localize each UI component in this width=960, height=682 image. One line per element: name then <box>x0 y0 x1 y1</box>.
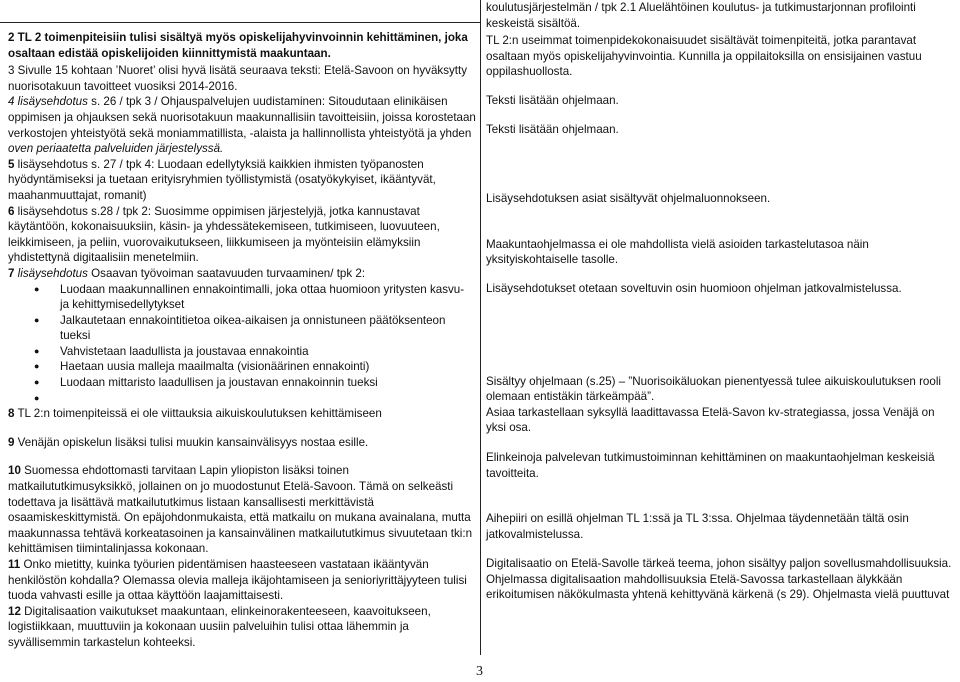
comment-9-number: 9 <box>8 435 15 449</box>
comment-11-number: 11 <box>8 558 21 571</box>
comment-10-body: Suomessa ehdottomasti tarvitaan Lapin yliopiston lisäksi toinen matkailututkimusyksikkö, jollainen on jo muodostunut Etelä-Savoon. Tämä on selkeästi todettava ja lisättävä matkailututkimus listaan kansallisesti merkittävistä osaamiskeskittymistä. On epäjohdonmukaista, että matkailu on mukana avainalana, mutta maakunnassa tehtävä korkeatasoinen ja kansainvälinen matkailututkimus sivuutetaan tki:n kehittämisen tiimintalinjassa kokonaan. <box>8 464 473 556</box>
comment-10-number: 10 <box>8 464 21 478</box>
bullet-item-empty <box>8 391 476 407</box>
response-11: Aihepiiri on esillä ohjelman TL 1:ssä ja TL 3:ssa. Ohjelmaa täydennetään tältä osin jatkovalmistelussa. <box>486 512 909 541</box>
spacer <box>8 422 476 435</box>
right-column <box>486 0 952 603</box>
response-9: Asiaa tarkastellaan syksyllä laadittavassa Etelä-Savon kv-strategiassa, jossa Venäjä on yksi osa. <box>486 405 935 435</box>
comment-11-body: Onko mietitty, kuinka työurien pidentämisen haasteeseen vastataan ikääntyvän henkilöstön kohdalla? Olemassa olevia malleja ikäjohtamiseen ja senioriyrittäjyyteen tulisi tuoda vahvasti esille ja ottaa käyttöön laajamittaisesti. <box>8 558 467 603</box>
column-divider <box>480 0 481 655</box>
response-10: Elinkeinoja palvelevan tutkimustoiminnan kehittäminen on maakuntaohjelman keskeisiä tavoitteita. <box>486 450 935 480</box>
comment-12 <box>8 604 476 651</box>
comment-8-body: TL 2:n toimenpiteissä ei ole viittauksia aikuiskoulutuksen kehittämiseen <box>14 407 382 421</box>
comment-6-number: 6 <box>8 204 15 218</box>
comment-9 <box>8 435 476 451</box>
table-top-border <box>0 22 480 23</box>
bullet-item: ● Haetaan uusia malleja maailmalta (visionäärinen ennakointi) <box>8 359 476 375</box>
bullet-item: ● Luodaan maakunnallinen ennakointimalli, joka ottaa huomioon yritysten kasvu- ja kehittymisedellytykset <box>8 282 476 313</box>
comment-7-heading: lisäysehdotus <box>14 266 88 280</box>
spacer <box>8 450 476 463</box>
comment-3-text: 3 Sivulle 15 kohtaan ’Nuoret’ olisi hyvä lisätä seuraava teksti: Etelä-Savoon on hyväksytty nuorisotakuun tavoitteet vuosiksi 2014-2016. <box>8 64 468 93</box>
comment-12-body: Digitalisaation vaikutukset maakuntaan, elinkeinorakenteeseen, kaavoitukseen, logistiikkaan, muuttuviin ja kokonaan uusiin palveluihin tulisi ottaa lähemmin ja syvällisemmin tarkastelun kohteeksi. <box>8 604 431 649</box>
response-4: Teksti lisätään ohjelmaan. <box>486 122 619 136</box>
comment-12-number: 12 <box>8 604 21 618</box>
comment-2-text: 2 TL 2 toimenpiteisiin tulisi sisältyä myös opiskelijahyvinvoinnin kehittäminen, joka osaltaan edistää opiskelijoiden kiinnittymistä maakuntaan. <box>8 31 468 60</box>
bullet-item: ● Luodaan mittaristo laadullisen ja joustavan ennakoinnin tueksi <box>8 375 476 391</box>
left-column <box>8 30 476 651</box>
comment-3 <box>8 63 476 94</box>
comment-4-body: s. 26 / tpk 3 / Ohjauspalvelujen uudistaminen: Sitoudutaan elinikäisen oppimisen ja ohjauksen sekä nuorisotakuun maakunnallisiin tavoitteisiin, joissa korostetaan verkostojen yhteistyötä sekä moniammatillista, -alaista ja hallinnollista yhteistyötä ja yhden <box>8 95 476 140</box>
comment-9-body: Venäjän opiskelun lisäksi tulisi muukin kansainvälisyys nostaa esille. <box>14 435 369 449</box>
comment-4 <box>8 94 476 156</box>
comment-6-body: lisäysehdotus s.28 / tpk 2: Suosimme oppimisen järjestelyjä, jotka kannustavat käytäntöön, kokonaisuuksiin, käsin- ja yhdessätekemiseen, tutkimiseen, luovuuteen, leikkimiseen, ja peliin, vuorovaikutukseen, liikkumiseen ja myönteisiin elämyksiin yhdistettynä digitaalisiin menetelmiin. <box>8 204 440 265</box>
comment-4-italic: oven periaatetta palveluiden järjestelyssä. <box>8 142 224 156</box>
comment-7-body: Osaavan työvoiman saatavuuden turvaaminen/ tpk 2: <box>87 266 366 280</box>
comment-8 <box>8 406 476 422</box>
comment-7-bullet-list <box>8 282 476 407</box>
comment-5 <box>8 157 476 204</box>
comment-4-heading: 4 lisäysehdotus <box>8 95 88 109</box>
comment-10 <box>8 463 476 557</box>
response-6: Maakuntaohjelmassa ei ole mahdollista vielä asioiden tarkastelutasoa näin yksityiskohtaiselle tasolle. <box>486 237 869 267</box>
response-1: koulutusjärjestelmän / tpk 2.1 Aluelähtöinen koulutus- ja tutkimustarjonnan profilointi keskeistä sisältöä. <box>486 1 916 30</box>
comment-6 <box>8 204 476 266</box>
bullet-item: ● Jalkautetaan ennakointitietoa oikea-aikaisen ja onnistuneen päätöksenteon tueksi <box>8 313 476 344</box>
response-12: Digitalisaatio on Etelä-Savolle tärkeä teema, johon sisältyy paljon sovellusmahdollisuuksia. Ohjelmassa digitalisaation mahdollisuuksia Etelä-Savossa tarkastellaan älykkään erikoitumisen näkökulmasta yhtenä kehittyvänä kärkenä (s 29). Ohjelmasta vielä puuttuvat <box>486 557 952 602</box>
bullet-item: ● Vahvistetaan laadullista ja joustavaa ennakointia <box>8 344 476 360</box>
comment-7-number: 7 <box>8 266 15 280</box>
comment-5-number: 5 <box>8 157 15 171</box>
comment-2 <box>8 30 476 61</box>
response-8: Sisältyy ohjelmaan (s.25) – ”Nuorisoikäluokan pienentyessä tulee aikuiskoulutuksen rooli olemaan entistäkin tärkeämpää”. <box>486 374 941 404</box>
response-2: TL 2:n useimmat toimenpidekokonaisuudet sisältävät toimenpiteitä, jotka parantavat osaltaan myös opiskelijahyvinvointia. Kunnilla ja oppilaitoksilla on ensisijainen vastuu oppilashuollosta. <box>486 34 922 79</box>
comment-11 <box>8 557 476 604</box>
comment-7 <box>8 266 476 282</box>
comment-8-number: 8 <box>8 407 15 421</box>
response-5: Lisäysehdotuksen asiat sisältyvät ohjelmaluonnokseen. <box>486 192 771 206</box>
response-7: Lisäysehdotukset otetaan soveltuvin osin huomioon ohjelman jatkovalmistelussa. <box>486 281 902 295</box>
comment-5-body: lisäysehdotus s. 27 / tpk 4: Luodaan edellytyksiä kaikkien ihmisten työpanosten hyödyntämiseksi ja tuetaan erityisryhmien työllistymistä (osatyökykyiset, ikääntyvät, maahanmuuttajat, romanit) <box>8 157 436 202</box>
response-3: Teksti lisätään ohjelmaan. <box>486 93 619 107</box>
page-number: 3 <box>476 664 483 679</box>
